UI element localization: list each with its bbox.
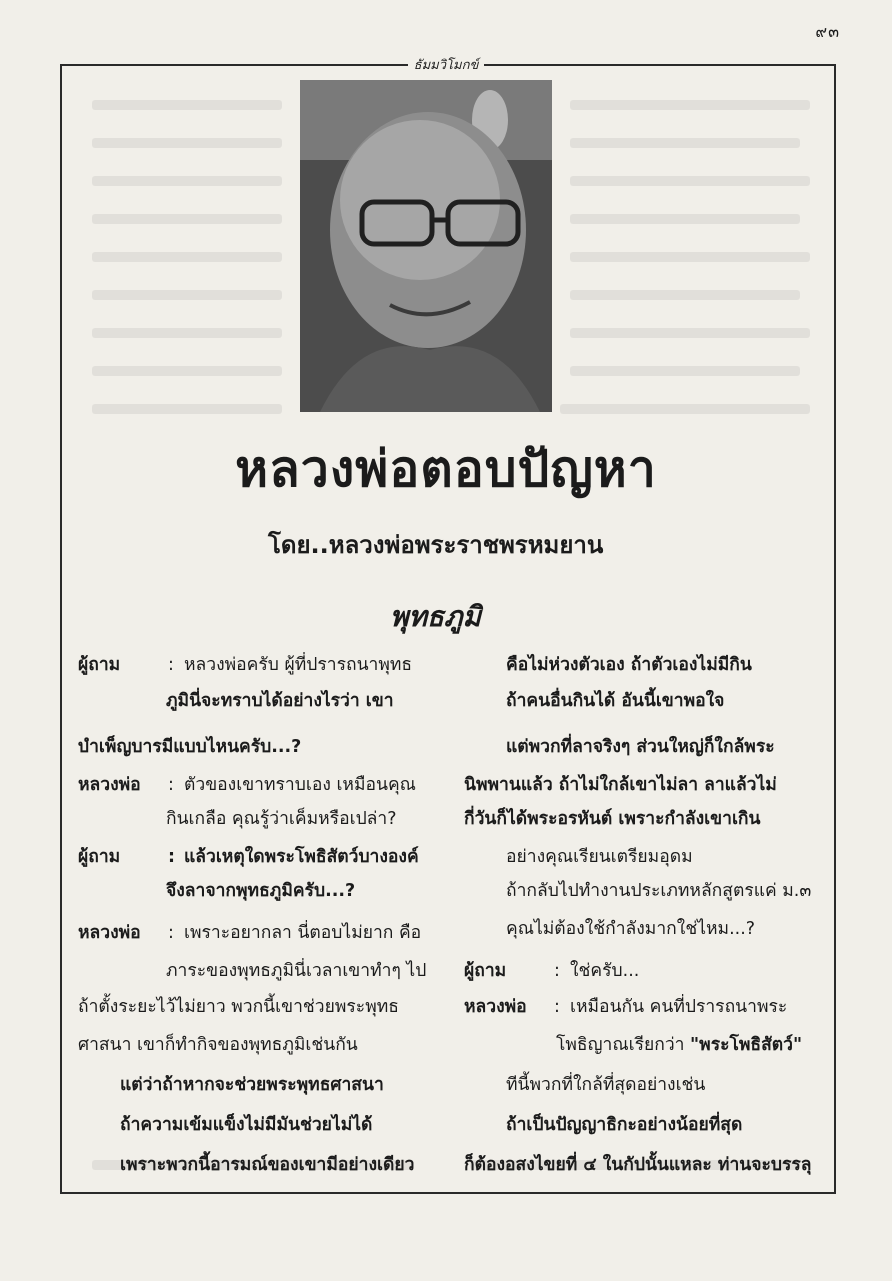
speaker-label: หลวงพ่อ xyxy=(464,997,527,1017)
qa-line xyxy=(556,1034,802,1056)
qa-text: โพธิญาณเรียกว่า xyxy=(556,1035,691,1055)
qa-line xyxy=(78,846,419,868)
qa-line: นิพพานแล้ว ถ้าไม่ใกล้เขาไม่ลา ลาแล้วไม่ xyxy=(464,775,777,795)
qa-line: อย่างคุณเรียนเตรียมอุดม xyxy=(506,847,693,867)
colon: : xyxy=(168,775,174,795)
qa-line: ศาสนา เขาก็ทำกิจของพุทธภูมิเช่นกัน xyxy=(78,1035,358,1055)
colon: : xyxy=(168,847,175,867)
colon: : xyxy=(168,923,174,943)
qa-line: ถ้าเป็นปัญญาธิกะอย่างน้อยที่สุด xyxy=(506,1115,743,1135)
qa-line: กี่วันก็ได้พระอรหันต์ เพราะกำลังเขาเกิน xyxy=(464,809,761,829)
speaker-label: หลวงพ่อ xyxy=(78,775,141,795)
qa-line: ภาระของพุทธภูมินี่เวลาเขาทำๆ ไป xyxy=(166,961,427,981)
running-header-text: ธัมมวิโมกข์ xyxy=(408,58,485,73)
page-number: ๙๓ xyxy=(815,22,840,41)
portrait-photo xyxy=(300,80,552,412)
qa-line xyxy=(78,774,416,796)
section-heading: พุทธภูมิ xyxy=(390,600,481,633)
qa-line: แต่พวกที่ลาจริงๆ ส่วนใหญ่ก็ใกล้พระ xyxy=(506,737,775,757)
qa-line xyxy=(78,654,412,676)
qa-text: เพราะอยากลา นี่ตอบไม่ยาก คือ xyxy=(184,923,422,943)
qa-line: คุณไม่ต้องใช้กำลังมากใช่ไหม...? xyxy=(506,919,756,939)
qa-line xyxy=(464,960,639,982)
qa-line: ทีนี้พวกที่ใกล้ที่สุดอย่างเช่น xyxy=(506,1075,706,1095)
colon: : xyxy=(168,655,174,675)
colon: : xyxy=(554,961,560,981)
article-byline: โดย..หลวงพ่อพระราชพรหมยาน xyxy=(268,531,604,559)
qa-text: หลวงพ่อครับ ผู้ที่ปรารถนาพุทธ xyxy=(184,655,413,675)
qa-line: ถ้าตั้งระยะไว้ไม่ยาว พวกนี้เขาช่วยพระพุทธ xyxy=(78,997,399,1017)
qa-text-emphasis: "พระโพธิสัตว์" xyxy=(690,1035,803,1055)
qa-line: แต่ว่าถ้าหากจะช่วยพระพุทธศาสนา xyxy=(120,1075,384,1095)
speaker-label: หลวงพ่อ xyxy=(78,923,141,943)
qa-line: ถ้าคนอื่นกินได้ อันนี้เขาพอใจ xyxy=(506,691,725,711)
qa-line: คือไม่ห่วงตัวเอง ถ้าตัวเองไม่มีกิน xyxy=(506,655,752,675)
qa-text: ตัวของเขาทราบเอง เหมือนคุณ xyxy=(184,775,416,795)
qa-text: เหมือนกัน คนที่ปรารถนาพระ xyxy=(570,997,788,1017)
speaker-label: ผู้ถาม xyxy=(464,961,507,981)
qa-line: ถ้าความเข้มแข็งไม่มีมันช่วยไม่ได้ xyxy=(120,1115,373,1135)
qa-text: แล้วเหตุใดพระโพธิสัตว์บางองค์ xyxy=(184,847,419,867)
running-header xyxy=(0,54,892,75)
qa-line: ถ้ากลับไปทำงานประเภทหลักสูตรแค่ ม.๓ xyxy=(506,881,812,901)
qa-line: ก็ต้องอสงไขยที่ ๔ ในกัปนั้นแหละ ท่านจะบรรลุ xyxy=(464,1155,812,1175)
article-title: หลวงพ่อตอบปัญหา xyxy=(235,440,657,498)
qa-line: จึงลาจากพุทธภูมิครับ...? xyxy=(166,881,356,901)
qa-line: กินเกลือ คุณรู้ว่าเค็มหรือเปล่า? xyxy=(166,809,397,829)
qa-line xyxy=(78,922,421,944)
qa-line: บำเพ็ญบารมีแบบไหนครับ...? xyxy=(78,737,302,757)
portrait-illustration xyxy=(300,80,552,412)
qa-line: ภูมินี่จะทราบได้อย่างไรว่า เขา xyxy=(166,691,394,711)
qa-text: ใช่ครับ... xyxy=(570,961,640,981)
colon: : xyxy=(554,997,560,1017)
qa-line xyxy=(464,996,787,1018)
speaker-label: ผู้ถาม xyxy=(78,655,121,675)
speaker-label: ผู้ถาม xyxy=(78,847,121,867)
qa-line: เพราะพวกนี้อารมณ์ของเขามีอย่างเดียว xyxy=(120,1155,415,1175)
